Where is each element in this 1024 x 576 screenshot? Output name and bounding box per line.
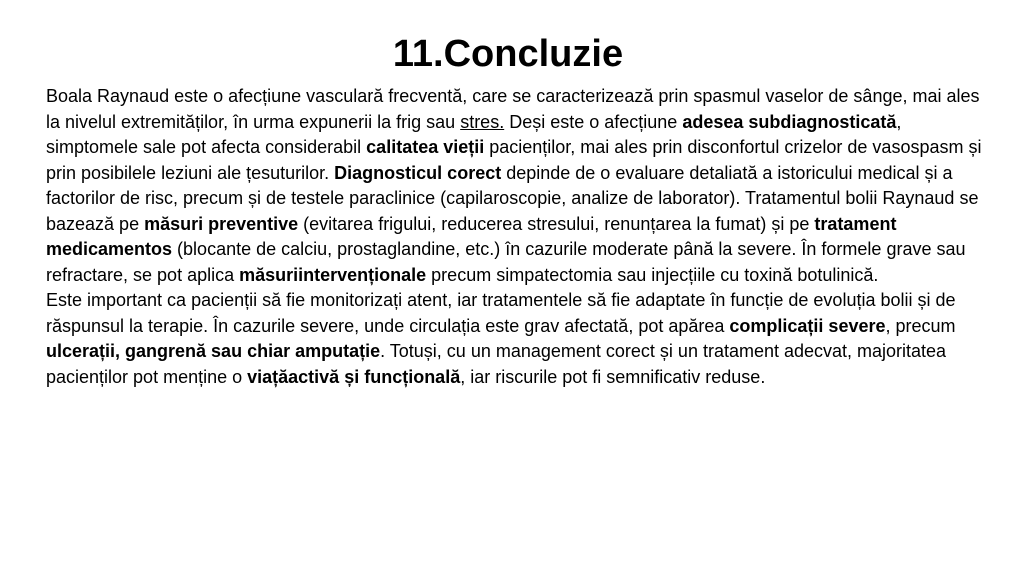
text-run: Boala Raynaud este o afecțiune vasculară frecventă, care se caracterizează prin spasmul vaselor de sânge, mai ales la nivelul extremităților, în urma expunerii la frig sau [46,86,980,132]
bold-term: măsuri preventive [144,213,299,234]
text-run: , precum [885,315,956,336]
text-run: depinde de o evaluare detaliată a istoricului medical și a factorilor de risc, precum și de testele paraclinice (capilaroscopie, analize de laborator). Tratamentul bolii Raynaud se bazează pe [46,162,979,234]
bold-term: ulcerații, gangrenă sau chiar amputație [46,341,381,361]
bold-term: adesea subdiagnosticată [682,111,897,132]
bold-term: tratament medicamentos [46,213,897,259]
text-run: , iar riscurile pot fi semnificativ reduse. [460,366,766,387]
text-run: , simptomele sale pot afecta considerabil [46,111,902,157]
bold-term: complicații severe [729,315,886,336]
paragraph-2 [46,288,986,390]
slide-body [46,84,986,390]
bold-term: viațăactivă și funcțională [247,366,461,387]
paragraph-1 [46,84,986,288]
text-run: (blocante de calciu, prostaglandine, etc.) în cazurile moderate până la severe. În formele grave sau refractare, se pot aplica [46,239,966,285]
bold-term: Diagnosticul corect [334,162,502,183]
text-run: . Totuși, cu un management corect și un tratament adecvat, majoritatea pacienților pot menține o [46,341,947,387]
bold-term: măsuriintervenționale [239,264,427,285]
text-run: Este important ca pacienții să fie monitorizați atent, iar tratamentele să fie adaptate în funcție de evoluția bolii și de răspunsul la terapie. În cazurile severe, unde circulația este grav afectată, pot apărea [46,290,956,336]
underlined-term: stres. [460,111,505,132]
slide-title: 11.Concluzie [392,33,624,75]
text-run: Deși este o afecțiune [504,111,683,132]
text-run: pacienților, mai ales prin disconfortul crizelor de vasospasm și prin posibilele leziuni ale țesuturilor. [46,137,982,183]
bold-term: calitatea vieții [366,137,485,157]
text-run: (evitarea frigului, reducerea stresului, renunțarea la fumat) și pe [298,213,815,234]
text-run: precum simpatectomia sau injecțiile cu toxină botulinică. [426,264,879,285]
